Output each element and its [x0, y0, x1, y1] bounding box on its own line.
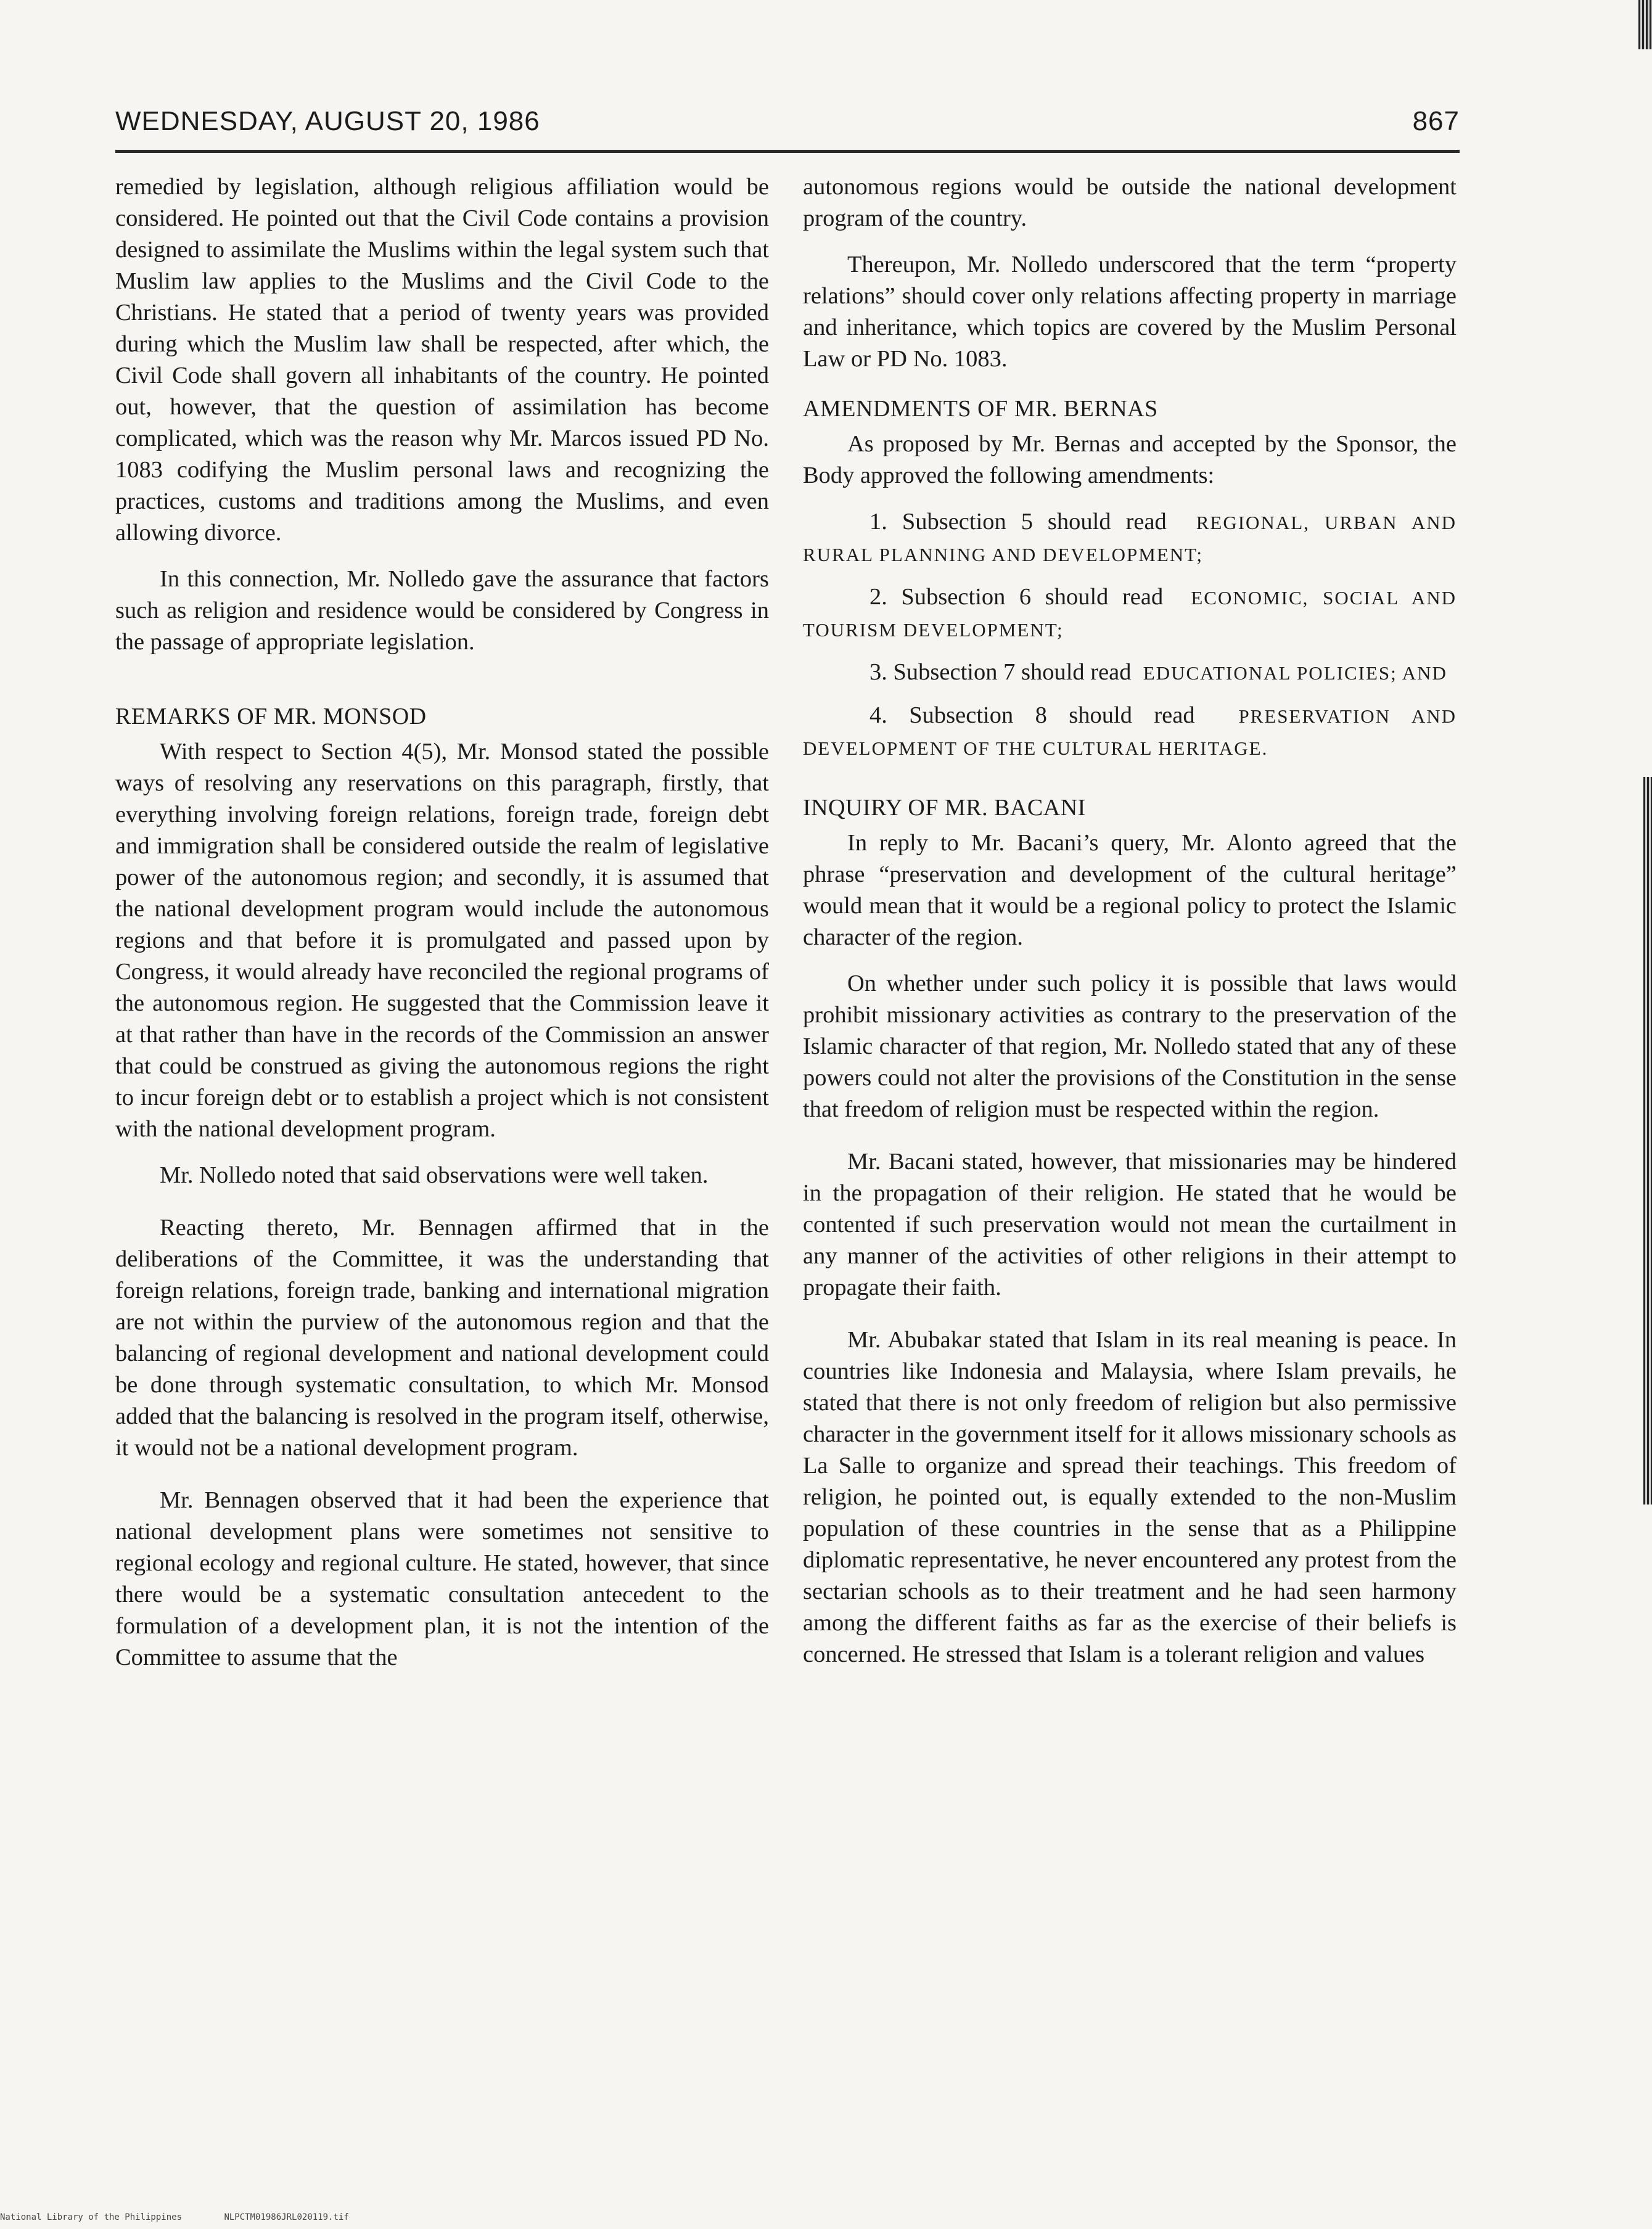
amendment-text: EDUCATIONAL POLICIES; AND	[1143, 662, 1447, 684]
amendment-lead: 1. Subsection 5 should read	[869, 509, 1167, 535]
paragraph: As proposed by Mr. Bernas and accepted by the Sponsor, the Body approved the following amendments:	[803, 431, 1457, 488]
amendment-item	[803, 506, 1457, 570]
paragraph: In reply to Mr. Bacani’s query, Mr. Alonto agreed that the phrase “preservation and development of the cultural heritage” would mean that it would be a regional policy to protect the Islamic character of the region.	[803, 830, 1457, 950]
section-heading-monsod: REMARKS OF MR. MONSOD	[115, 704, 427, 729]
scan-edge-top	[1638, 0, 1652, 49]
amendment-text: PRESERVATION AND DEVELOPMENT OF THE CULTURAL HERITAGE.	[803, 705, 1457, 759]
left-column	[115, 171, 769, 1688]
paragraph: Mr. Nolledo noted that said observations were well taken.	[160, 1162, 709, 1188]
footer-library: National Library of the Philippines	[0, 2212, 183, 2222]
paragraph: Reacting thereto, Mr. Bennagen affirmed that in the deliberations of the Committee, it was the understanding that foreign relations, foreign trade, banking and international migration are not within the purview of the autonomous region and that the balancing of regional development and national development could be done through systematic consultation, to which Mr. Monsod added that the balancing is resolved in the program itself, otherwise, it would not be a national development program.	[115, 1215, 769, 1461]
paragraph: autonomous regions would be outside the national development program of the country.	[803, 174, 1457, 231]
amendment-lead: 3. Subsection 7 should read	[869, 659, 1132, 685]
page-header	[115, 104, 1460, 153]
amendment-text: ECONOMIC, SOCIAL AND TOURISM DEVELOPMENT;	[803, 587, 1457, 641]
scan-edge-middle	[1643, 777, 1652, 1504]
amendment-lead: 4. Subsection 8 should read	[869, 702, 1195, 728]
paragraph: Mr. Bennagen observed that it had been the experience that national development plans were sometimes not sensitive to regional ecology and regional culture. He stated, however, that since there would be a systematic consultation antecedent to the formulation of a development plan, it is not the intention of the Committee to assume that the	[115, 1487, 769, 1670]
right-column	[803, 171, 1457, 1685]
section-heading-bacani: INQUIRY OF MR. BACANI	[803, 795, 1086, 821]
paragraph: In this connection, Mr. Nolledo gave the assurance that factors such as religion and residence would be considered by Congress in the passage of appropriate legislation.	[115, 566, 769, 655]
page-number: 867	[1412, 106, 1460, 136]
amendment-item	[803, 657, 1457, 689]
paragraph: Mr. Abubakar stated that Islam in its real meaning is peace. In countries like Indonesia and Malaysia, where Islam prevails, he stated that there is not only freedom of religion but also permissive character in the government itself for it allows missionary schools as La Salle to organize and spread their teachings. This freedom of religion, he pointed out, is equally extended to the non-Muslim population of these countries in the sense that as a Philippine diplomatic representative, he never encountered any protest from the sectarian schools as to their treatment and he had seen harmony among the different faiths as far as the exercise of their beliefs is concerned. He stressed that Islam is a tolerant religion and values	[803, 1327, 1457, 1667]
paragraph: With respect to Section 4(5), Mr. Monsod stated the possible ways of resolving any reservations on this paragraph, firstly, that everything involving foreign relations, foreign trade, foreign debt and immigration shall be considered outside the realm of legislative power of the autonomous region; and secondly, it is assumed that the national development program would include the autonomous regions and that before it is promulgated and passed upon by Congress, it would already have reconciled the regional programs of the autonomous region. He suggested that the Commission leave it at that rather than have in the records of the Commission an answer that could be construed as giving the autonomous regions the right to incur foreign debt or to establish a project which is not consistent with the national development program.	[115, 739, 769, 1142]
paragraph: Mr. Bacani stated, however, that missionaries may be hindered in the propagation of their religion. He stated that he would be contented if such preservation would not mean the curtailment in any manner of the activities of other religions in their attempt to propagate their faith.	[803, 1149, 1457, 1300]
scan-footer	[0, 2212, 386, 2222]
amendment-lead: 2. Subsection 6 should read	[869, 584, 1164, 610]
paragraph: Thereupon, Mr. Nolledo underscored that the term “property relations” should cover only relations affecting property in marriage and inheritance, which topics are covered by the Muslim Personal Law or PD No. 1083.	[803, 252, 1457, 372]
amendment-text: REGIONAL, URBAN AND RURAL PLANNING AND DEVELOPMENT;	[803, 512, 1457, 565]
section-heading-bernas: AMENDMENTS OF MR. BERNAS	[803, 396, 1158, 422]
paragraph: remedied by legislation, although religious affiliation would be considered. He pointed out that the Civil Code contains a provision designed to assimilate the Muslims within the legal system such that Muslim law applies to the Muslims and the Civil Code to the Christians. He stated that a period of twenty years was provided during which the Muslim law shall be respected, after which, the Civil Code shall govern all inhabitants of the country. He pointed out, however, that the question of assimilation has become complicated, which was the reason why Mr. Marcos issued PD No. 1083 codifying the Muslim personal laws and recognizing the practices, customs and traditions among the Muslims, and even allowing divorce.	[115, 174, 769, 546]
paragraph: On whether under such policy it is possible that laws would prohibit missionary activities as contrary to the preservation of the Islamic character of that region, Mr. Nolledo stated that any of these powers could not alter the provisions of the Constitution in the sense that freedom of religion must be respected within the region.	[803, 971, 1457, 1122]
header-date: WEDNESDAY, AUGUST 20, 1986	[115, 106, 540, 136]
amendment-item	[803, 581, 1457, 646]
footer-file: NLPCTM01986JRL020119.tif	[224, 2212, 349, 2222]
amendment-item	[803, 700, 1457, 764]
